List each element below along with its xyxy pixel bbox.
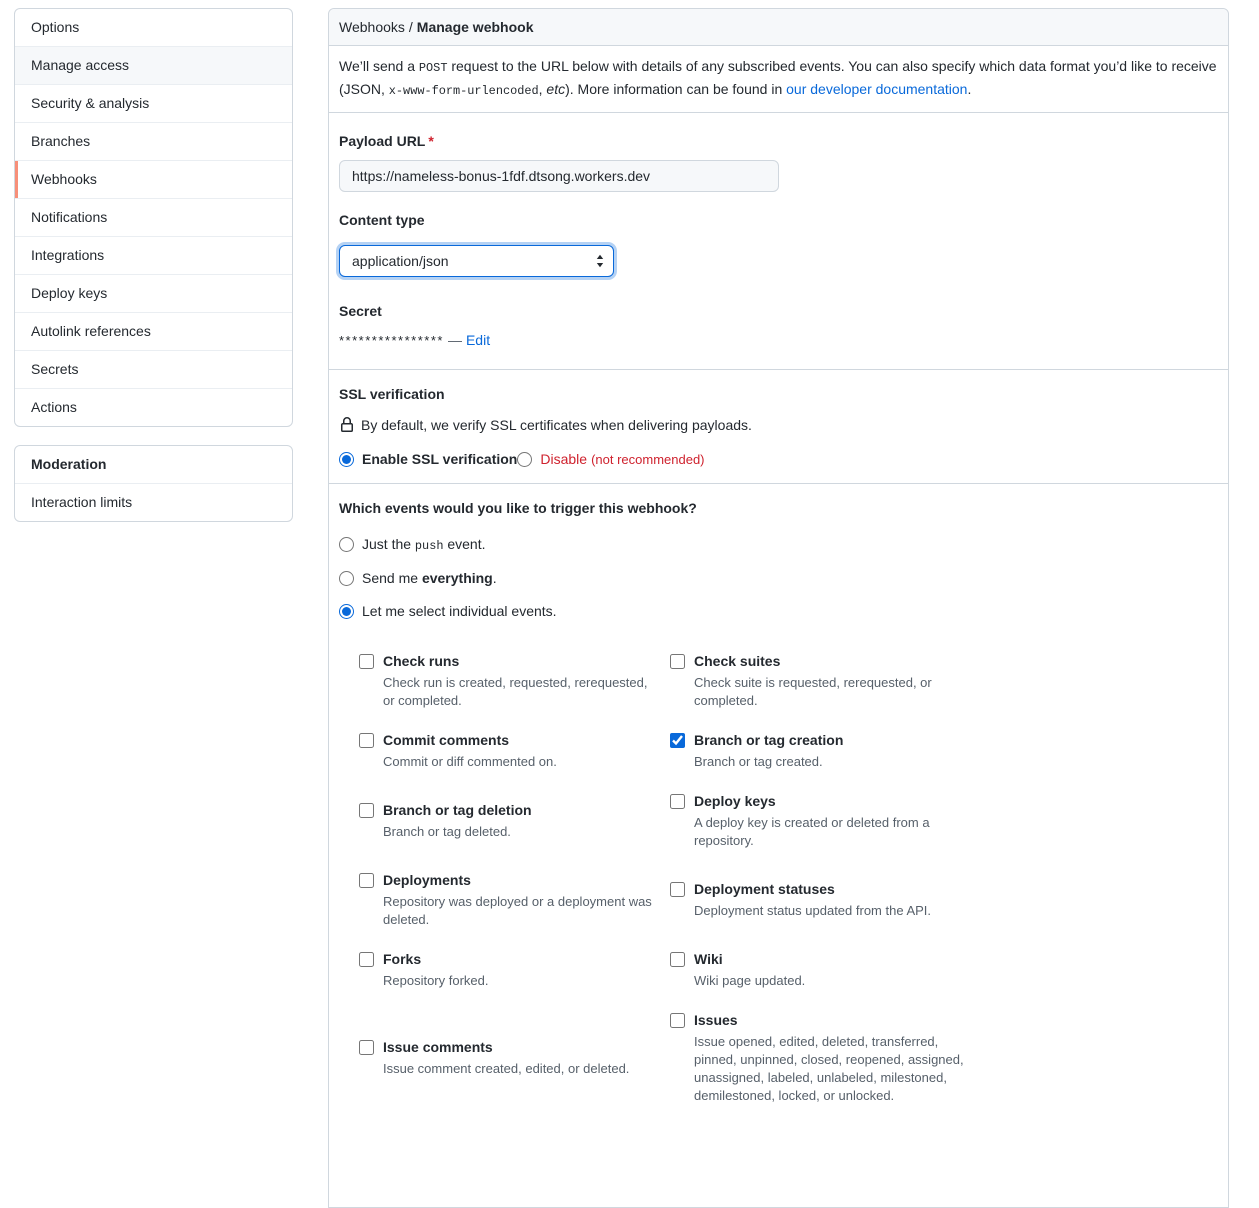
deploy-keys-desc: A deploy key is created or deleted from a repository. — [694, 815, 930, 848]
sidebar-item-deploy-keys[interactable]: Deploy keys — [15, 274, 292, 312]
event-wiki — [670, 949, 973, 990]
sidebar-item-interaction-limits[interactable]: Interaction limits — [15, 483, 292, 521]
event-radio-just-push — [339, 536, 1218, 553]
ssl-disable-note: (not recommended) — [591, 451, 705, 467]
wiki-label[interactable]: Wiki — [694, 951, 723, 967]
event-deployment-statuses — [670, 879, 973, 920]
branch-tag-deletion-checkbox[interactable] — [359, 803, 374, 818]
moderation-section-header: Moderation — [31, 456, 107, 472]
content-type-select-wrap — [339, 245, 614, 277]
etc-italic: etc — [546, 81, 566, 97]
just-push-post: event. — [443, 536, 486, 552]
webhook-form-section — [329, 113, 1228, 369]
event-deploy-keys — [670, 791, 973, 850]
issue-comments-desc: Issue comment created, edited, or deleted. — [383, 1061, 630, 1076]
check-suites-checkbox[interactable] — [670, 654, 685, 669]
sidebar-item-autolink-references[interactable]: Autolink references — [15, 312, 292, 350]
sidebar-item-notifications[interactable]: Notifications — [15, 198, 292, 236]
required-asterisk: * — [428, 133, 434, 149]
deployments-checkbox[interactable] — [359, 873, 374, 888]
event-branch-tag-creation — [670, 730, 973, 771]
event-commit-comments — [359, 730, 662, 771]
forks-label[interactable]: Forks — [383, 951, 422, 967]
send-everything-label[interactable] — [362, 570, 497, 586]
commit-comments-desc: Commit or diff commented on. — [383, 754, 557, 769]
sidebar-item-options[interactable]: Options — [31, 19, 80, 35]
settings-sidebar — [14, 8, 293, 522]
branch-tag-deletion-desc: Branch or tag deleted. — [383, 824, 511, 839]
secret-row — [339, 330, 1218, 351]
wiki-desc: Wiki page updated. — [694, 973, 806, 988]
check-suites-label[interactable]: Check suites — [694, 653, 781, 669]
page-title: Manage webhook — [416, 19, 534, 35]
just-push-pre: Just the — [362, 536, 415, 552]
branch-tag-creation-checkbox[interactable] — [670, 733, 685, 748]
event-check-suites — [670, 651, 973, 710]
send-everything-radio[interactable] — [339, 571, 354, 586]
ssl-radio-row — [339, 451, 1218, 467]
description-text: We’ll send a — [339, 58, 419, 74]
lock-icon — [339, 417, 355, 433]
ssl-enable-label[interactable]: Enable SSL verification — [362, 451, 518, 467]
description-text: , — [538, 81, 547, 97]
payload-url-label-text: Payload URL — [339, 133, 426, 149]
check-runs-checkbox[interactable] — [359, 654, 374, 669]
webhook-description — [329, 46, 1228, 113]
forks-checkbox[interactable] — [359, 952, 374, 967]
manage-webhook-panel — [328, 8, 1229, 1208]
content-type-label: Content type — [339, 212, 425, 228]
developer-docs-link[interactable]: our developer documentation — [786, 81, 968, 97]
deploy-keys-label[interactable]: Deploy keys — [694, 793, 776, 809]
event-issues — [670, 1010, 973, 1105]
content-type-select[interactable] — [339, 245, 614, 277]
ssl-verification-section — [329, 369, 1228, 483]
commit-comments-label[interactable]: Commit comments — [383, 732, 510, 748]
event-forks — [359, 949, 662, 990]
select-individual-radio[interactable] — [339, 604, 354, 619]
sidebar-item-security-analysis[interactable]: Security & analysis — [15, 84, 292, 122]
event-radio-everything — [339, 570, 1218, 586]
sidebar-item-secrets[interactable]: Secrets — [15, 350, 292, 388]
deployments-label[interactable]: Deployments — [383, 872, 471, 888]
description-text: request to the URL below with details of any subscribed events. You can also specify which data format you’d like to receive (JSON, — [339, 58, 1217, 97]
wiki-checkbox[interactable] — [670, 952, 685, 967]
issues-checkbox[interactable] — [670, 1013, 685, 1028]
check-runs-label[interactable]: Check runs — [383, 653, 460, 669]
sidebar-item-actions[interactable]: Actions — [15, 388, 292, 426]
events-section — [329, 483, 1228, 1125]
events-heading: Which events would you like to trigger this webhook? — [339, 500, 697, 516]
payload-url-input[interactable] — [339, 160, 779, 192]
event-checkbox-grid — [359, 641, 981, 1115]
sidebar-item-branches[interactable]: Branches — [15, 122, 292, 160]
select-individual-label[interactable]: Let me select individual events. — [362, 603, 557, 619]
everything-post: . — [492, 570, 497, 586]
branch-tag-creation-label[interactable]: Branch or tag creation — [694, 732, 844, 748]
secret-label: Secret — [339, 303, 382, 319]
forks-desc: Repository forked. — [383, 973, 489, 988]
breadcrumb — [329, 9, 1228, 46]
event-deployments — [359, 870, 662, 929]
breadcrumb-separator: / — [408, 19, 413, 35]
deploy-keys-checkbox[interactable] — [670, 794, 685, 809]
everything-bold: everything — [421, 570, 493, 586]
settings-nav-box — [14, 8, 293, 427]
issues-label[interactable]: Issues — [694, 1012, 738, 1028]
ssl-enable-radio[interactable] — [339, 452, 354, 467]
event-radio-individual — [339, 603, 1218, 619]
urlencoded-code: x-www-form-urlencoded — [388, 84, 539, 98]
ssl-note-text: By default, we verify SSL certificates when delivering payloads. — [361, 417, 752, 433]
sidebar-item-integrations[interactable]: Integrations — [15, 236, 292, 274]
event-issue-comments — [359, 1037, 662, 1078]
deployments-desc: Repository was deployed or a deployment was deleted. — [383, 894, 652, 927]
sidebar-item-webhooks[interactable]: Webhooks — [15, 160, 292, 198]
commit-comments-checkbox[interactable] — [359, 733, 374, 748]
deployment-statuses-label[interactable]: Deployment statuses — [694, 881, 835, 897]
branch-tag-creation-desc: Branch or tag created. — [694, 754, 823, 769]
just-push-radio[interactable] — [339, 537, 354, 552]
ssl-note — [339, 415, 1218, 435]
secret-separator: — — [447, 332, 462, 348]
ssl-disable-radio[interactable] — [517, 452, 532, 467]
sidebar-item-manage-access[interactable]: Manage access — [15, 46, 292, 84]
breadcrumb-webhooks-link[interactable]: Webhooks — [339, 19, 405, 35]
everything-pre: Send me — [362, 570, 422, 586]
secret-edit-link[interactable]: Edit — [465, 332, 491, 348]
just-push-label[interactable] — [362, 536, 486, 553]
deployment-statuses-desc: Deployment status updated from the API. — [694, 903, 932, 918]
payload-url-label — [339, 131, 1218, 152]
ssl-disable-label[interactable]: Disable — [540, 451, 588, 467]
post-code: POST — [418, 61, 448, 75]
moderation-nav-box — [14, 445, 293, 522]
push-code: push — [414, 539, 444, 553]
secret-masked-value: **************** — [339, 333, 444, 348]
check-suites-desc: Check suite is requested, rerequested, or completed. — [694, 675, 932, 708]
event-branch-tag-deletion — [359, 800, 662, 841]
description-text: . — [967, 81, 972, 97]
issue-comments-label[interactable]: Issue comments — [383, 1039, 493, 1055]
branch-tag-deletion-label[interactable]: Branch or tag deletion — [383, 802, 532, 818]
issues-desc: Issue opened, edited, deleted, transferred, pinned, unpinned, closed, reopened, assigned, unassigned, labeled, unlabeled, milestoned, demilestoned, locked, or unlocked. — [694, 1034, 964, 1103]
ssl-heading: SSL verification — [339, 386, 445, 402]
deployment-statuses-checkbox[interactable] — [670, 882, 685, 897]
issue-comments-checkbox[interactable] — [359, 1040, 374, 1055]
description-text: ). More information can be found in — [565, 81, 787, 97]
check-runs-desc: Check run is created, requested, rerequested, or completed. — [383, 675, 648, 708]
event-check-runs — [359, 651, 662, 710]
